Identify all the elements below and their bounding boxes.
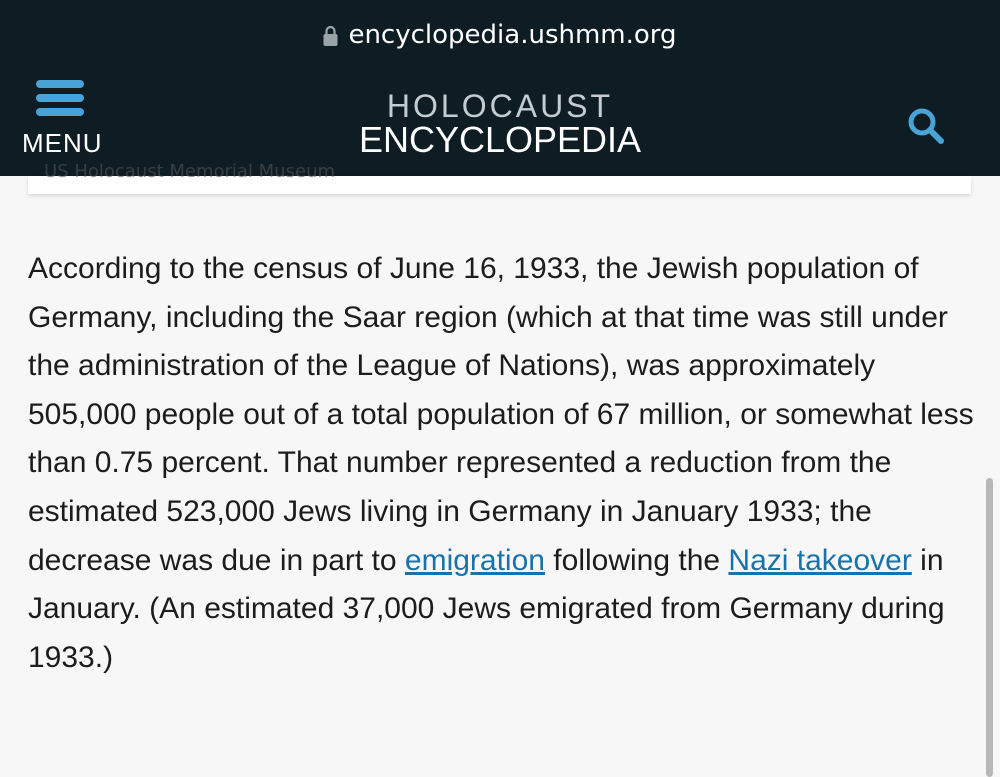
menu-label: MENU (22, 128, 103, 158)
paragraph-text-3: in January. (An estimated 37,000 Jews emigrated from Germany during 1933.) (28, 543, 945, 674)
page-scrollbar[interactable] (986, 478, 993, 777)
logo-line-encyclopedia: ENCYCLOPEDIA (358, 119, 642, 160)
paragraph-text-1: According to the census of June 16, 1933, the Jewish population of Germany, including the Saar region (which at that time was still under the administration of the League of Nations), was approximately 505,000 people out of a total population of 67 million, or somewhat less than 0.75 percent. That number represented a reduction from the estimated 523,000 Jews living in Germany in January 1933; the decrease was due in part to (28, 252, 974, 577)
url-text: encyclopedia.ushmm.org (348, 20, 677, 50)
menu-button[interactable] (22, 80, 102, 160)
search-icon[interactable] (906, 106, 946, 146)
logo-line-holocaust: HOLOCAUST (386, 88, 614, 124)
emigration-link[interactable]: emigration (404, 543, 545, 577)
paragraph-text-2: following the (544, 543, 729, 577)
nazi-takeover-link[interactable]: Nazi takeover (728, 543, 912, 577)
hamburger-icon (36, 80, 84, 124)
card-caption-cutoff: US Holocaust Memorial Museum (44, 161, 336, 182)
article-paragraph (28, 245, 978, 682)
lock-icon (323, 25, 338, 47)
site-logo[interactable] (300, 90, 700, 158)
media-card-bottom (28, 161, 971, 194)
browser-url-bar[interactable] (0, 0, 1000, 70)
